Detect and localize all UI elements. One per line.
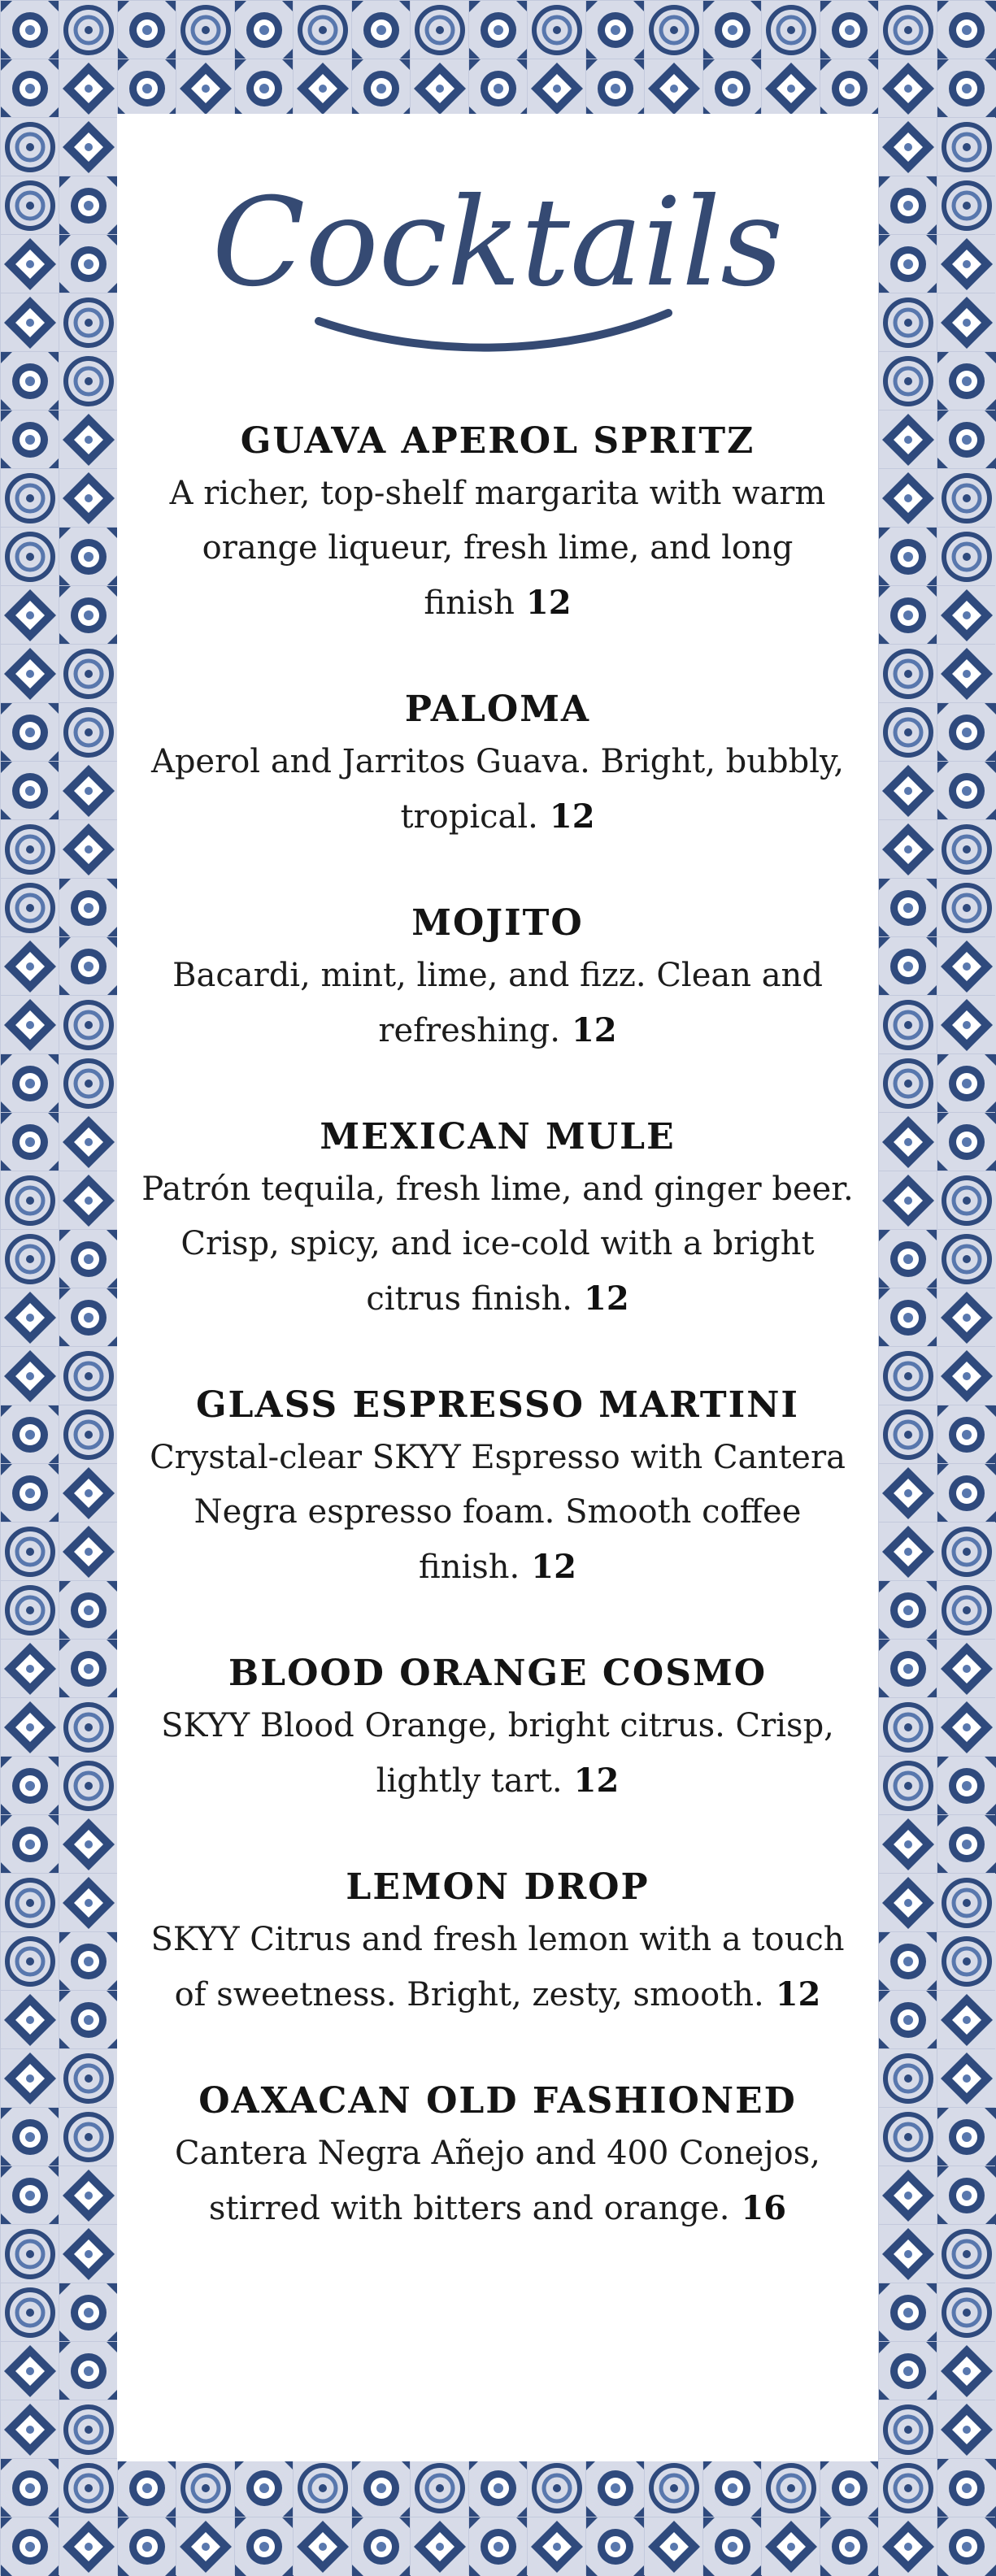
azulejo-tile: [937, 293, 995, 351]
azulejo-tile: [937, 2224, 995, 2283]
azulejo-tile: [878, 527, 937, 585]
azulejo-tile: [585, 59, 644, 117]
azulejo-tile: [878, 2341, 937, 2400]
azulejo-tile: [878, 1463, 937, 1522]
cocktail-name: MEXICAN MULE: [320, 1116, 676, 1158]
azulejo-tile: [937, 1990, 995, 2048]
cocktail-item: [141, 1380, 854, 1595]
azulejo-tile: [0, 819, 59, 878]
azulejo-tile: [59, 234, 117, 293]
azulejo-tile: [937, 1288, 995, 1346]
azulejo-tile: [293, 2517, 351, 2575]
azulejo-tile: [937, 2400, 995, 2458]
azulejo-tile: [0, 1053, 59, 1112]
azulejo-tile: [59, 0, 117, 59]
azulejo-tile: [937, 351, 995, 410]
azulejo-tile: [59, 761, 117, 819]
azulejo-tile: [702, 0, 761, 59]
azulejo-tile: [0, 995, 59, 1053]
cocktail-name: BLOOD ORANGE COSMO: [228, 1653, 768, 1694]
azulejo-tile: [937, 1346, 995, 1405]
azulejo-tile: [59, 1053, 117, 1112]
cocktail-price: 12: [775, 1975, 821, 2013]
azulejo-tile: [937, 0, 995, 59]
azulejo-tile: [176, 0, 234, 59]
azulejo-tile: [702, 2458, 761, 2517]
azulejo-tile: [59, 1522, 117, 1580]
azulejo-tile: [937, 234, 995, 293]
azulejo-tile: [0, 2341, 59, 2400]
azulejo-tile: [878, 1346, 937, 1405]
cocktail-item: [141, 898, 854, 1058]
azulejo-tile: [878, 1522, 937, 1580]
azulejo-tile: [59, 1639, 117, 1697]
azulejo-tile: [937, 527, 995, 585]
azulejo-tile: [937, 1405, 995, 1463]
azulejo-tile: [468, 2517, 527, 2575]
cocktail-description: SKYY Citrus and fresh lemon with a touch of sweetness. Bright, zesty, smooth.: [150, 1921, 845, 2013]
azulejo-tile: [59, 702, 117, 761]
azulejo-tile: [59, 819, 117, 878]
azulejo-tile: [937, 1053, 995, 1112]
azulejo-tile: [0, 2283, 59, 2341]
azulejo-tile: [0, 410, 59, 468]
azulejo-tile: [0, 2107, 59, 2165]
azulejo-tile: [878, 117, 937, 176]
azulejo-tile: [878, 0, 937, 59]
azulejo-tile: [937, 1171, 995, 1229]
azulejo-tile: [937, 1580, 995, 1639]
azulejo-tile: [878, 702, 937, 761]
azulejo-tile: [234, 2458, 293, 2517]
azulejo-tile: [59, 1814, 117, 1873]
azulejo-tile: [59, 410, 117, 468]
cocktail-price: 12: [583, 1279, 629, 1318]
azulejo-tile: [468, 0, 527, 59]
azulejo-tile: [878, 468, 937, 527]
azulejo-tile: [937, 2165, 995, 2224]
azulejo-tile: [937, 1463, 995, 1522]
cocktail-name: PALOMA: [404, 689, 591, 730]
azulejo-tile: [761, 2458, 820, 2517]
azulejo-tile: [937, 2048, 995, 2107]
azulejo-tile: [234, 0, 293, 59]
cocktail-name: OAXACAN OLD FASHIONED: [198, 2080, 797, 2122]
azulejo-tile: [59, 1229, 117, 1288]
azulejo-tile: [176, 2458, 234, 2517]
azulejo-tile: [0, 702, 59, 761]
cocktail-item: [141, 684, 854, 845]
azulejo-tile: [878, 1171, 937, 1229]
azulejo-tile: [878, 1814, 937, 1873]
azulejo-tile: [937, 1814, 995, 1873]
azulejo-tile: [878, 1112, 937, 1171]
azulejo-tile: [410, 59, 468, 117]
azulejo-tile: [761, 59, 820, 117]
azulejo-tile: [59, 1346, 117, 1405]
azulejo-tile: [878, 1229, 937, 1288]
azulejo-tile: [527, 59, 585, 117]
azulejo-tile: [878, 2048, 937, 2107]
azulejo-tile: [878, 1053, 937, 1112]
azulejo-tile: [937, 878, 995, 936]
azulejo-tile: [59, 1873, 117, 1931]
azulejo-tile: [878, 1288, 937, 1346]
azulejo-tile: [937, 117, 995, 176]
azulejo-tile: [878, 2107, 937, 2165]
azulejo-tile: [351, 59, 410, 117]
cocktail-description-line: [141, 949, 854, 1058]
menu-title: [117, 146, 878, 390]
azulejo-tile: [59, 2224, 117, 2283]
azulejo-tile: [878, 1873, 937, 1931]
azulejo-tile: [0, 1522, 59, 1580]
azulejo-tile: [878, 176, 937, 234]
azulejo-tile: [878, 59, 937, 117]
azulejo-tile: [0, 1873, 59, 1931]
azulejo-tile: [937, 2107, 995, 2165]
title-swash: [319, 313, 668, 348]
cocktail-description: Crystal-clear SKYY Espresso with Cantera Negra espresso foam. Smooth coffee finish.: [150, 1439, 846, 1586]
azulejo-tile: [937, 468, 995, 527]
cocktail-description: Cantera Negra Añejo and 400 Conejos, stirred with bitters and orange.: [175, 2135, 820, 2227]
azulejo-tile: [0, 2224, 59, 2283]
azulejo-tile: [59, 1288, 117, 1346]
azulejo-tile: [59, 936, 117, 995]
azulejo-tile: [878, 936, 937, 995]
azulejo-tile: [937, 1522, 995, 1580]
azulejo-tile: [351, 0, 410, 59]
azulejo-tile: [0, 1639, 59, 1697]
azulejo-tile: [293, 2458, 351, 2517]
azulejo-tile: [59, 293, 117, 351]
azulejo-tile: [527, 2458, 585, 2517]
cocktail-description-line: [141, 1162, 854, 1327]
azulejo-tile: [878, 293, 937, 351]
cocktail-description: SKYY Blood Orange, bright citrus. Crisp, lightly tart.: [161, 1707, 834, 1800]
cocktail-price: 12: [531, 1548, 576, 1586]
azulejo-tile: [59, 527, 117, 585]
azulejo-tile: [176, 2517, 234, 2575]
azulejo-tile: [59, 2107, 117, 2165]
azulejo-tile: [878, 1405, 937, 1463]
azulejo-tile: [878, 2400, 937, 2458]
azulejo-tile: [937, 2517, 995, 2575]
azulejo-tile: [59, 59, 117, 117]
azulejo-tile: [878, 2283, 937, 2341]
azulejo-tile: [59, 644, 117, 702]
azulejo-tile: [878, 2458, 937, 2517]
azulejo-tile: [117, 2517, 176, 2575]
cocktail-list: [141, 416, 854, 2290]
azulejo-tile: [0, 2048, 59, 2107]
cocktail-description-line: [141, 1913, 854, 2022]
cocktail-item: [141, 1112, 854, 1327]
azulejo-tile: [878, 761, 937, 819]
azulejo-tile: [410, 0, 468, 59]
azulejo-tile: [878, 1639, 937, 1697]
azulejo-tile: [0, 1463, 59, 1522]
azulejo-tile: [878, 995, 937, 1053]
cocktail-description-line: [141, 735, 854, 845]
azulejo-tile: [59, 995, 117, 1053]
cocktail-description: Bacardi, mint, lime, and fizz. Clean and refreshing.: [172, 957, 823, 1049]
azulejo-tile: [0, 527, 59, 585]
azulejo-tile: [878, 819, 937, 878]
azulejo-tile: [59, 2283, 117, 2341]
azulejo-tile: [59, 1931, 117, 1990]
azulejo-tile: [878, 234, 937, 293]
azulejo-tile: [351, 2458, 410, 2517]
azulejo-tile: [937, 585, 995, 644]
azulejo-tile: [468, 2458, 527, 2517]
azulejo-tile: [0, 293, 59, 351]
azulejo-tile: [351, 2517, 410, 2575]
azulejo-tile: [585, 2458, 644, 2517]
azulejo-tile: [527, 0, 585, 59]
azulejo-tile: [293, 59, 351, 117]
azulejo-tile: [878, 2224, 937, 2283]
azulejo-tile: [820, 2458, 878, 2517]
azulejo-tile: [59, 1756, 117, 1814]
azulejo-tile: [59, 1112, 117, 1171]
azulejo-tile: [59, 1990, 117, 2048]
cocktail-description-line: [141, 467, 854, 631]
azulejo-tile: [937, 2283, 995, 2341]
azulejo-tile: [176, 59, 234, 117]
cocktail-price: 12: [525, 584, 572, 622]
cocktail-item: [141, 1649, 854, 1809]
azulejo-tile: [0, 176, 59, 234]
azulejo-tile: [878, 351, 937, 410]
azulejo-tile: [0, 644, 59, 702]
azulejo-tile: [59, 2165, 117, 2224]
cocktail-name: MOJITO: [411, 902, 584, 944]
azulejo-tile: [702, 2517, 761, 2575]
azulejo-tile: [878, 2517, 937, 2575]
azulejo-tile: [410, 2517, 468, 2575]
azulejo-tile: [937, 1697, 995, 1756]
cocktail-name: GLASS ESPRESSO MARTINI: [195, 1384, 800, 1426]
azulejo-tile: [644, 0, 702, 59]
azulejo-tile: [937, 2458, 995, 2517]
azulejo-tile: [878, 2165, 937, 2224]
cocktail-description-line: [141, 1699, 854, 1809]
azulejo-tile: [937, 936, 995, 995]
azulejo-tile: [820, 0, 878, 59]
azulejo-tile: [702, 59, 761, 117]
azulejo-tile: [117, 2458, 176, 2517]
azulejo-tile: [59, 2400, 117, 2458]
azulejo-tile: [0, 2400, 59, 2458]
cocktail-description-line: [141, 2126, 854, 2236]
cocktail-price: 12: [571, 1011, 617, 1049]
azulejo-tile: [0, 2458, 59, 2517]
azulejo-tile: [878, 1990, 937, 2048]
azulejo-tile: [0, 1229, 59, 1288]
azulejo-tile: [59, 1697, 117, 1756]
cocktails-script-title: [211, 146, 784, 390]
azulejo-tile: [937, 702, 995, 761]
azulejo-tile: [937, 1873, 995, 1931]
azulejo-tile: [0, 1112, 59, 1171]
azulejo-tile: [0, 936, 59, 995]
azulejo-tile: [937, 1229, 995, 1288]
title-text: Cocktails: [211, 172, 784, 314]
azulejo-tile: [59, 351, 117, 410]
azulejo-tile: [0, 1405, 59, 1463]
cocktail-price: 16: [741, 2189, 787, 2227]
azulejo-tile: [59, 2341, 117, 2400]
azulejo-tile: [937, 176, 995, 234]
azulejo-tile: [585, 2517, 644, 2575]
azulejo-tile: [468, 59, 527, 117]
azulejo-tile: [0, 2517, 59, 2575]
cocktail-description: Aperol and Jarritos Guava. Bright, bubbly, tropical.: [150, 743, 845, 836]
cocktail-description-line: [141, 1431, 854, 1595]
azulejo-tile: [0, 878, 59, 936]
azulejo-tile: [761, 0, 820, 59]
azulejo-tile: [761, 2517, 820, 2575]
azulejo-tile: [644, 59, 702, 117]
azulejo-tile: [59, 1405, 117, 1463]
azulejo-tile: [820, 2517, 878, 2575]
azulejo-tile: [937, 1756, 995, 1814]
azulejo-tile: [59, 117, 117, 176]
azulejo-tile: [644, 2517, 702, 2575]
azulejo-tile: [527, 2517, 585, 2575]
azulejo-tile: [0, 1756, 59, 1814]
azulejo-tile: [0, 585, 59, 644]
azulejo-tile: [0, 1697, 59, 1756]
azulejo-tile: [937, 1931, 995, 1990]
azulejo-tile: [59, 176, 117, 234]
azulejo-tile: [0, 761, 59, 819]
azulejo-tile: [937, 761, 995, 819]
azulejo-tile: [878, 585, 937, 644]
azulejo-tile: [0, 1288, 59, 1346]
azulejo-tile: [937, 1112, 995, 1171]
azulejo-tile: [0, 1814, 59, 1873]
azulejo-tile: [0, 2165, 59, 2224]
azulejo-tile: [234, 2517, 293, 2575]
cocktail-item: [141, 416, 854, 631]
azulejo-tile: [59, 878, 117, 936]
azulejo-tile: [0, 351, 59, 410]
cocktail-price: 12: [549, 797, 595, 836]
azulejo-tile: [0, 468, 59, 527]
azulejo-tile: [59, 1463, 117, 1522]
azulejo-tile: [293, 0, 351, 59]
azulejo-tile: [59, 2048, 117, 2107]
azulejo-tile: [59, 585, 117, 644]
azulejo-tile: [0, 1990, 59, 2048]
azulejo-tile: [0, 1931, 59, 1990]
azulejo-tile: [878, 1697, 937, 1756]
azulejo-tile: [878, 1931, 937, 1990]
azulejo-tile: [59, 1580, 117, 1639]
azulejo-tile: [0, 117, 59, 176]
cocktail-price: 12: [573, 1761, 620, 1800]
cocktail-description: A richer, top-shelf margarita with warm orange liqueur, fresh lime, and long finish: [169, 475, 826, 622]
azulejo-tile: [234, 59, 293, 117]
azulejo-tile: [937, 819, 995, 878]
azulejo-tile: [937, 644, 995, 702]
azulejo-tile: [878, 1580, 937, 1639]
azulejo-tile: [117, 59, 176, 117]
azulejo-tile: [937, 410, 995, 468]
azulejo-tile: [937, 1639, 995, 1697]
azulejo-tile: [937, 2341, 995, 2400]
cocktail-item: [141, 1862, 854, 2022]
azulejo-tile: [59, 468, 117, 527]
cocktail-description: Patrón tequila, fresh lime, and ginger beer. Crisp, spicy, and ice-cold with a bright citrus finish.: [141, 1171, 854, 1318]
azulejo-tile: [878, 878, 937, 936]
azulejo-tile: [0, 59, 59, 117]
azulejo-tile: [410, 2458, 468, 2517]
azulejo-tile: [585, 0, 644, 59]
azulejo-tile: [0, 0, 59, 59]
azulejo-tile: [117, 0, 176, 59]
azulejo-tile: [59, 1171, 117, 1229]
azulejo-tile: [59, 2517, 117, 2575]
cocktail-item: [141, 2076, 854, 2236]
azulejo-tile: [0, 234, 59, 293]
azulejo-tile: [937, 59, 995, 117]
cocktail-name: LEMON DROP: [346, 1866, 650, 1908]
cocktail-name: GUAVA APEROL SPRITZ: [240, 420, 755, 462]
azulejo-tile: [878, 644, 937, 702]
menu-panel: [117, 114, 878, 2461]
azulejo-tile: [0, 1580, 59, 1639]
azulejo-tile: [937, 995, 995, 1053]
azulejo-tile: [878, 1756, 937, 1814]
azulejo-tile: [0, 1346, 59, 1405]
azulejo-tile: [878, 410, 937, 468]
azulejo-tile: [644, 2458, 702, 2517]
azulejo-tile: [820, 59, 878, 117]
azulejo-tile: [59, 2458, 117, 2517]
azulejo-tile: [0, 1171, 59, 1229]
